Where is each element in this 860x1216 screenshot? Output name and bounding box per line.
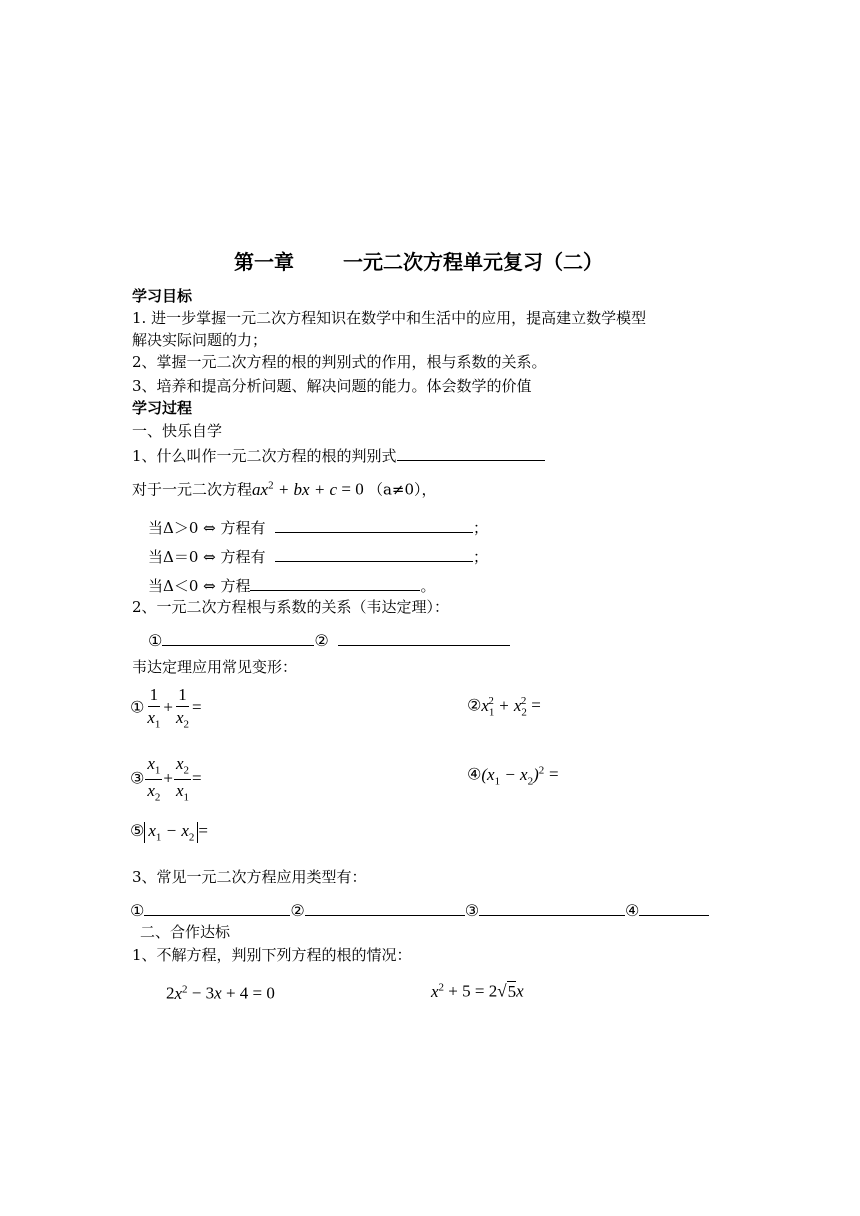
equation-a: $2x^2 - 3x + 4 = 0$ [166, 983, 275, 1003]
vieta-form-3: ③ $\frac{x_1}{x_2}$ + $\frac{x_2}{x_1}$ = [130, 754, 202, 804]
task-1: 1、不解方程，判别下列方程的根的情况： [132, 946, 412, 964]
vieta-form-1: ① $\frac{1}{x_1}$ + $\frac{1}{x_2}$ = [130, 685, 202, 731]
answer-blank [305, 901, 465, 916]
page-title-chapter: 第一章 [234, 250, 294, 274]
answer-blank [275, 547, 473, 562]
case-delta-positive: 当Δ＞0 ⇔ 方程有 ； [148, 519, 489, 537]
section-heading-goals: 学习目标 [132, 287, 193, 305]
answer-blank [338, 631, 510, 646]
part-heading-2: 二、合作达标 [140, 923, 231, 941]
equation-general-form: $ax^2$ + bx + c [252, 479, 338, 499]
answer-blank [250, 576, 420, 591]
goal-item-3: 3、培养和提高分析问题、解决问题的能力。体会数学的价值 [132, 377, 532, 395]
goal-item-1-cont: 解决实际问题的力； [132, 331, 268, 349]
section-heading-process: 学习过程 [132, 399, 193, 417]
page-title: 一元二次方程单元复习（二） [343, 250, 603, 274]
goal-item-1: 1. 进一步掌握一元二次方程知识在数学中和生活中的应用，提高建立数学模型 [132, 309, 647, 327]
answer-blank [479, 901, 625, 916]
vieta-blanks: ① ② [148, 631, 510, 649]
vieta-form-5: ⑤ $x_1 - x_2$ = [130, 821, 209, 844]
question-1: 1、什么叫作一元二次方程的根的判别式 [132, 446, 545, 464]
answer-blank [639, 901, 709, 916]
part-heading-1: 一、快乐自学 [132, 422, 223, 440]
answer-blank [144, 901, 290, 916]
question-3: 3、常见一元二次方程应用类型有： [132, 868, 367, 886]
case-delta-zero: 当Δ＝0 ⇔ 方程有 ； [148, 548, 489, 566]
quadratic-statement: 对于一元二次方程$ax^2$ + bx + c = 0 （a≠0）， [132, 479, 437, 499]
case-delta-negative: 当Δ＜0 ⇔ 方程 。 [148, 577, 436, 595]
equation-b: $x^2 + 5 = 2√5x$ [431, 981, 524, 1001]
answer-blank [162, 631, 314, 646]
question-2: 2、一元二次方程根与系数的关系（韦达定理）： [132, 598, 450, 616]
vieta-form-2: $②x_1^2 + x_2^2$ = [467, 695, 541, 719]
answer-blank [397, 446, 545, 461]
goal-item-2: 2、掌握一元二次方程的根的判别式的作用，根与系数的关系。 [132, 353, 547, 371]
vieta-form-4: $④(x_1 - x_2)^2$ = [467, 764, 559, 788]
application-type-blanks: ① ② ③ ④ [130, 901, 709, 919]
vieta-forms-heading: 韦达定理应用常见变形： [132, 658, 298, 676]
answer-blank [275, 518, 473, 533]
